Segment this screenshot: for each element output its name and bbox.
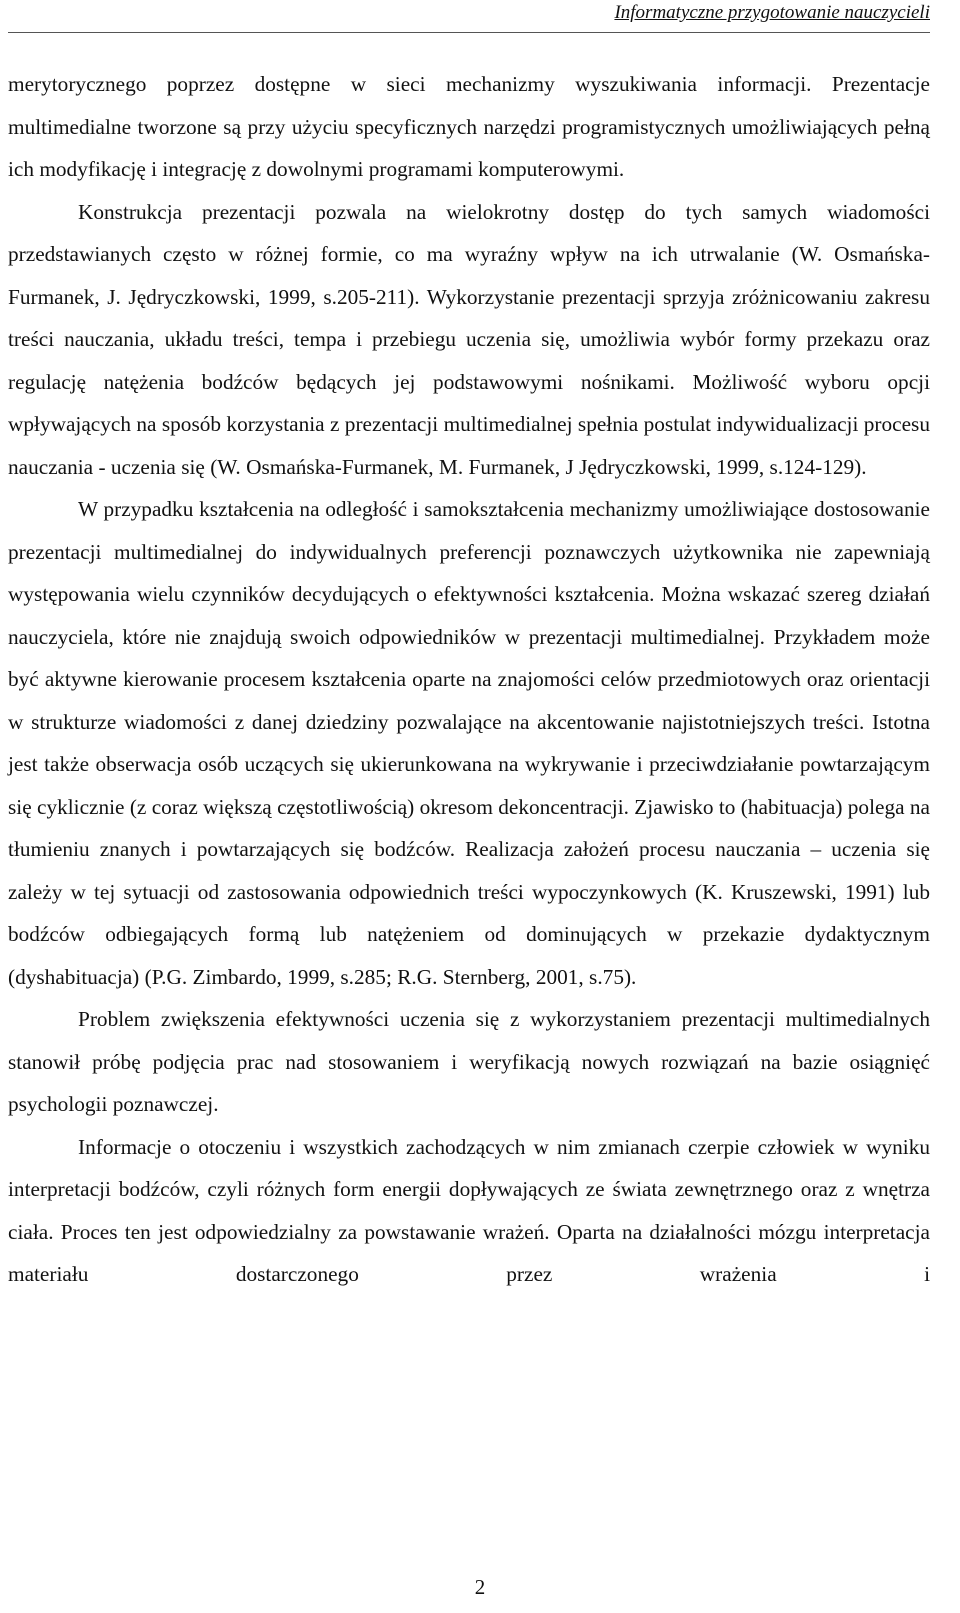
page-body xyxy=(8,63,930,1296)
paragraph-efficiency-problem: Problem zwiększenia efektywności uczenia się z wykorzystaniem prezentacji multimedialnych stanowił próbę podjęcia prac nad stosowaniem i weryfikacją nowych rozwiązań na bazie osiągnięć psychologii poznawczej. xyxy=(8,1007,930,1116)
page-number: 2 xyxy=(474,1575,486,1599)
running-header-title: Informatyczne przygotowanie nauczycieli xyxy=(614,2,930,23)
paragraph-presentation-construction: Konstrukcja prezentacji pozwala na wielokrotny dostęp do tych samych wiadomości przedstawianych często w różnej formie, co ma wyraźny wpływ na ich utrwalanie (W. Osmańska-Furmanek, J. Jędryczkowski, 1999, s.205-211). Wykorzystanie prezentacji sprzyja zróżnicowaniu zakresu treści nauczania, układu treści, tempa i przebiegu uczenia się, umożliwia wybór formy przekazu oraz regulację natężenia bodźców będących jej podstawowymi nośnikami. Możliwość wyboru opcji wpływających na sposób korzystania z prezentacji multimedialnej spełnia postulat indywidualizacji procesu nauczania - uczenia się (W. Osmańska-Furmanek, M. Furmanek, J Jędryczkowski, 1999, s.124-129). xyxy=(8,199,930,479)
paragraph-environment-information: Informacje o otoczeniu i wszystkich zachodzących w nim zmianach czerpie człowiek w wyniku interpretacji bodźców, czyli różnych form energii dopływających ze świata zewnętrznego oraz z wnętrza ciała. Proces ten jest odpowiedzialny za powstawanie wrażeń. Oparta na działalności mózgu interpretacja materiału dostarczonego przez wrażenia i xyxy=(8,1134,930,1286)
paragraph-continuation: merytorycznego poprzez dostępne w sieci mechanizmy wyszukiwania informacji. Prezentacje multimedialne tworzone są przy użyciu specyficznych narzędzi programistycznych umożliwiających pełną ich modyfikację i integrację z dowolnymi programami komputerowymi. xyxy=(8,72,930,181)
header-divider xyxy=(8,32,930,33)
paragraph-distance-learning: W przypadku kształcenia na odległość i samokształcenia mechanizmy umożliwiające dostosowanie prezentacji multimedialnej do indywidualnych preferencji poznawczych użytkownika nie zapewniają występowania wielu czynników decydujących o efektywności kształcenia. Można wskazać szereg działań nauczyciela, które nie znajdują swoich odpowiedników w prezentacji multimedialnej. Przykładem może być aktywne kierowanie procesem kształcenia oparte na znajomości celów przedmiotowych oraz orientacji w strukturze wiadomości z danej dziedziny pozwalające na akcentowanie najistotniejszych treści. Istotna jest także obserwacja osób uczących się ukierunkowana na wykrywanie i przeciwdziałanie powtarzającym się cyklicznie (z coraz większą częstotliwością) okresom dekoncentracji. Zjawisko to (habituacja) polega na tłumieniu znanych i powtarzających się bodźców. Realizacja założeń procesu nauczania – uczenia się zależy w tej sytuacji od zastosowania odpowiednich treści wypoczynkowych (K. Kruszewski, 1991) lub bodźców odbiegających formą lub natężeniem od dominujących w przekazie dydaktycznym (dyshabituacja) (P.G. Zimbardo, 1999, s.285; R.G. Sternberg, 2001, s.75). xyxy=(8,497,930,989)
